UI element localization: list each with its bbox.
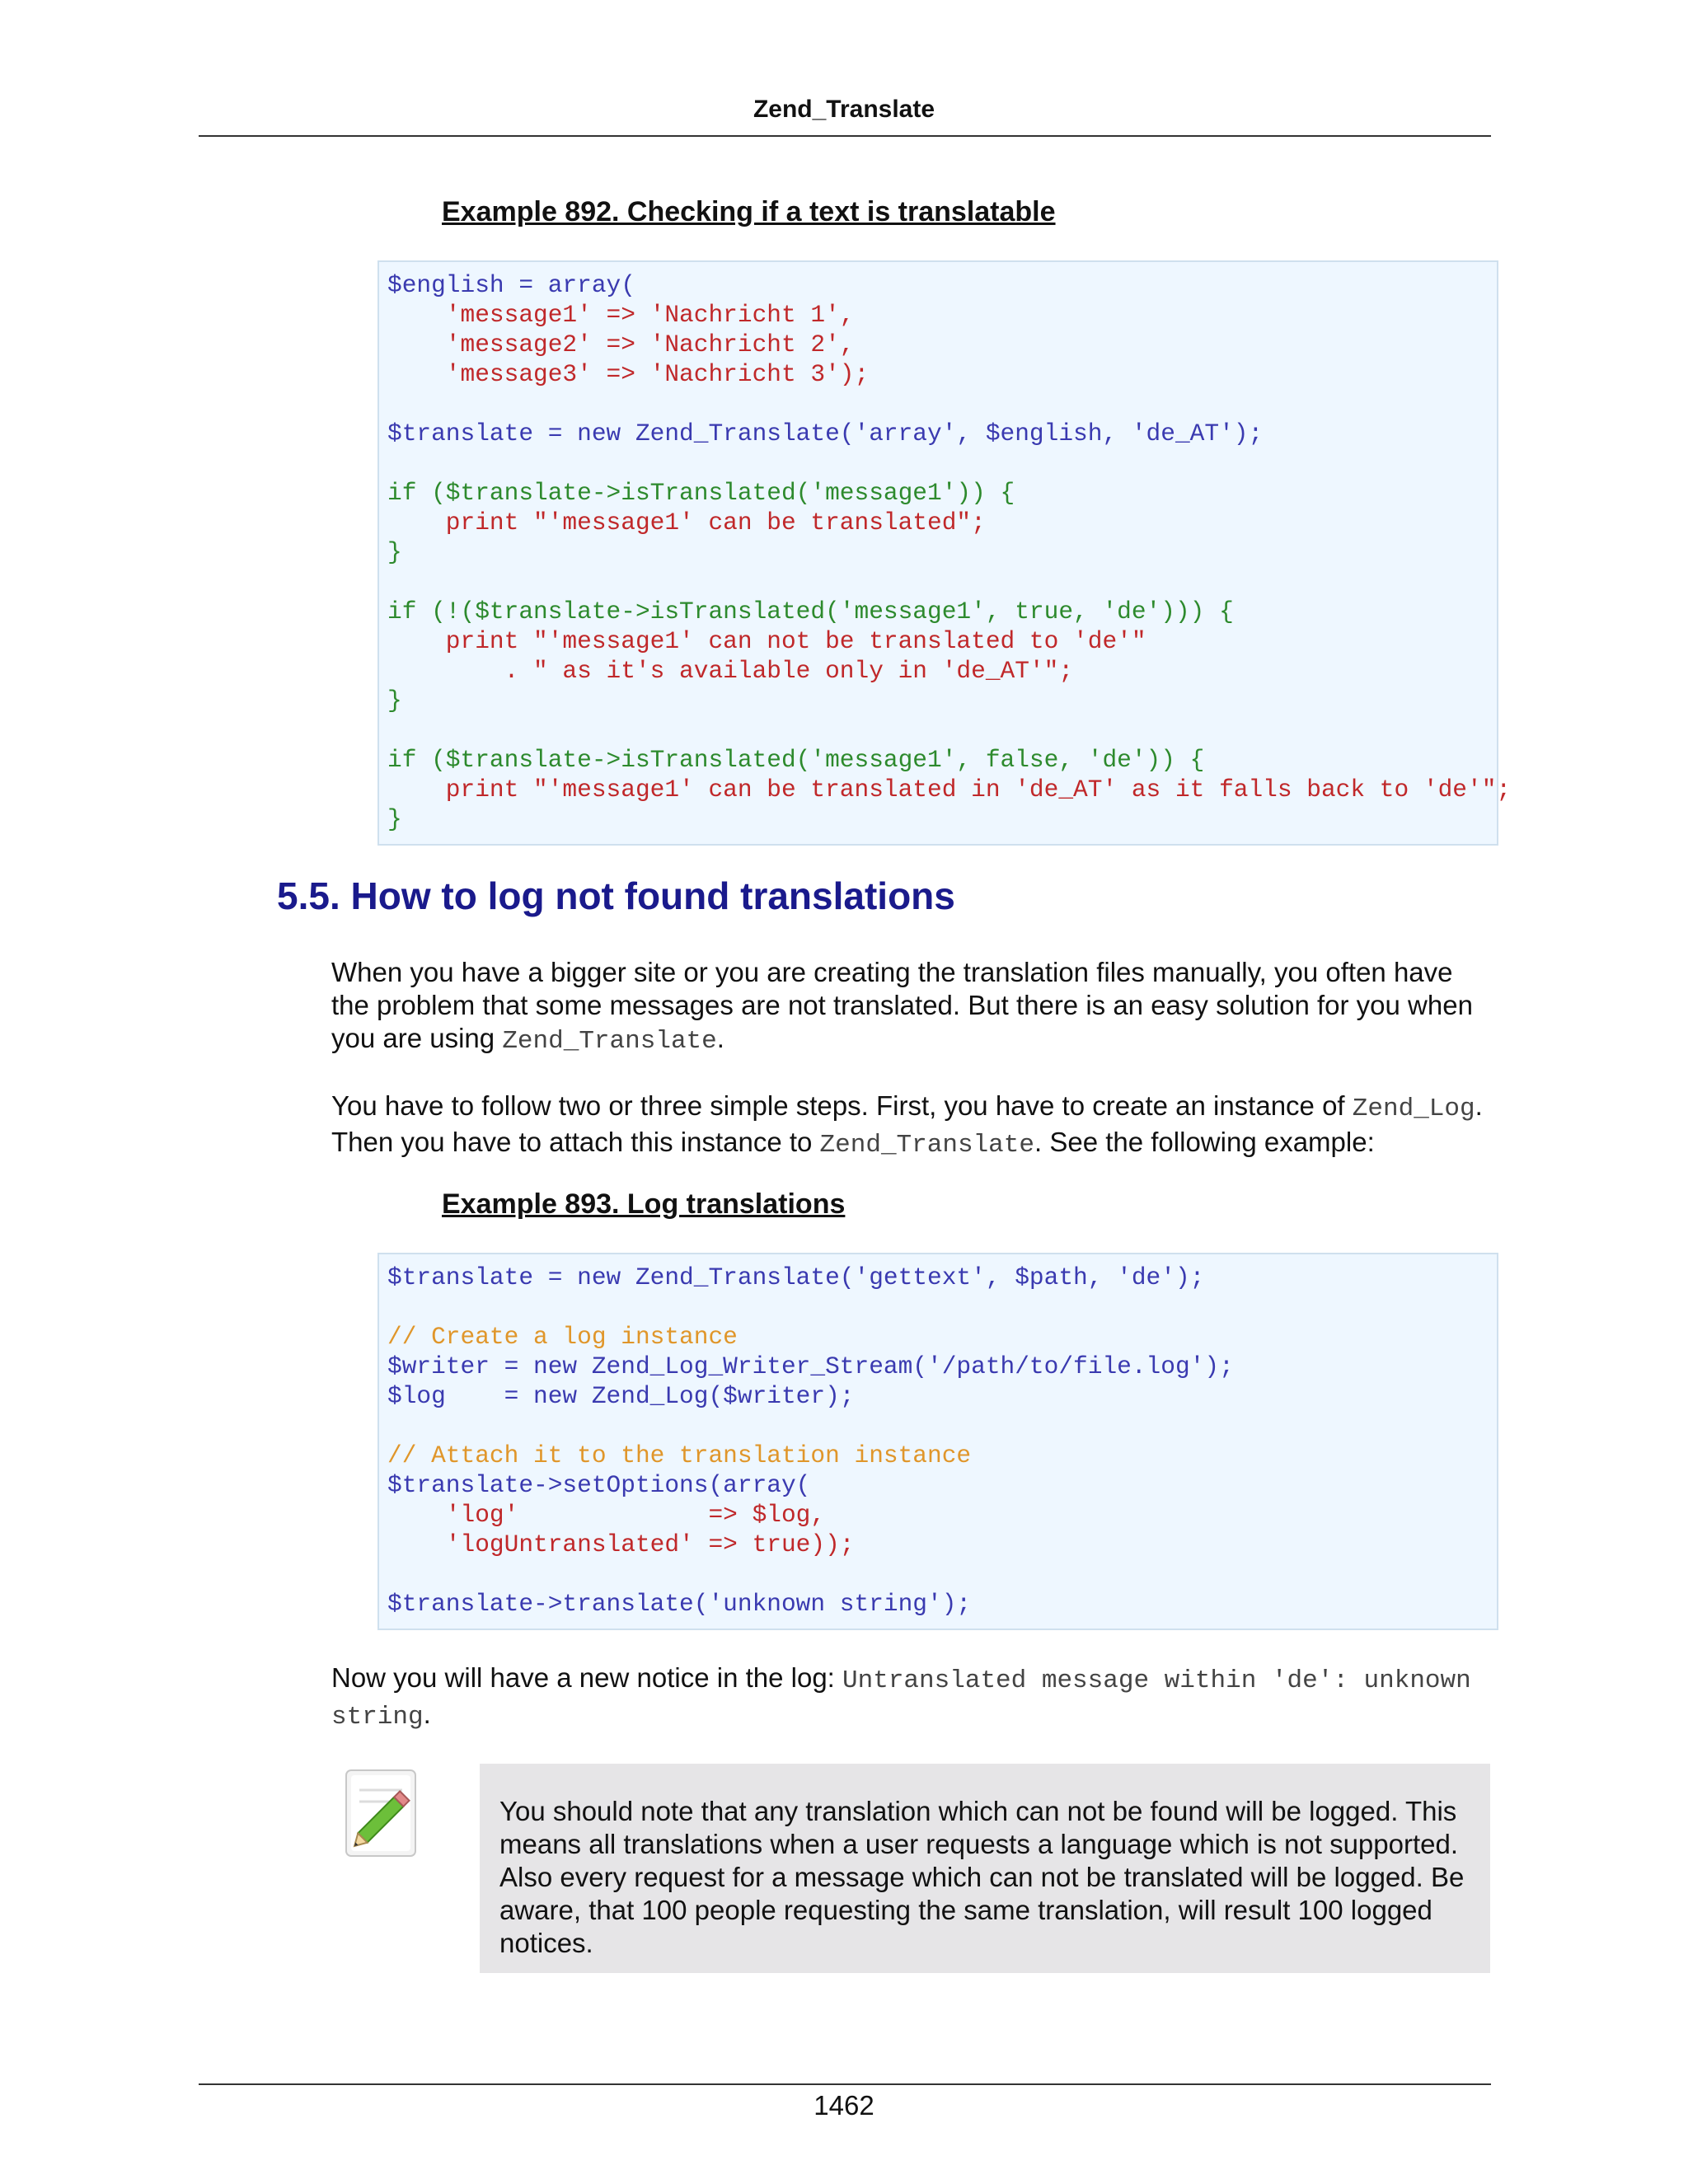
inline-code: Zend_Log [1352, 1094, 1475, 1123]
note-line: You should note that any translation which can not be found will be logged. This [499, 1796, 1457, 1826]
paragraph-line: you are using Zend_Translate. [331, 1023, 724, 1056]
code-line: $log = new Zend_Log($writer); [387, 1382, 855, 1410]
code-line: print "'message1' can not be translated to 'de'" [387, 627, 1146, 655]
paragraph-line: Then you have to attach this instance to Zend_Translate. See the following example: [331, 1127, 1375, 1160]
header-rule [199, 135, 1491, 137]
section-heading: 5.5. How to log not found translations [277, 874, 955, 917]
inline-code: string [331, 1703, 424, 1732]
code-line: $translate = new Zend_Translate('array', $english, 'de_AT'); [387, 419, 1264, 448]
code-line: $writer = new Zend_Log_Writer_Stream('/path/to/file.log'); [387, 1352, 1234, 1380]
paragraph-line: Now you will have a new notice in the log: Untranslated message within 'de': unknown [331, 1662, 1471, 1695]
inline-code: Zend_Translate [819, 1131, 1034, 1160]
code-line: print "'message1' can be translated"; [387, 509, 986, 537]
note-box [480, 1764, 1490, 1973]
code-line: } [387, 687, 402, 715]
paragraph-line: the problem that some messages are not translated. But there is an easy solution for you when [331, 990, 1473, 1020]
code-line: // Attach it to the translation instance [387, 1441, 972, 1469]
code-line: } [387, 805, 402, 833]
code-line: 'logUntranslated' => true)); [387, 1530, 855, 1558]
code-line: $english = array( [387, 271, 635, 299]
example-893-code-block [377, 1253, 1498, 1630]
page-header-title: Zend_Translate [753, 96, 935, 123]
note-line: means all translations when a user requests a language which is not supported. [499, 1829, 1459, 1859]
note-line: aware, that 100 people requesting the same translation, will result 100 logged [499, 1895, 1432, 1925]
footer-rule [199, 2083, 1491, 2085]
code-line: if ($translate->isTranslated('message1', false, 'de')) { [387, 746, 1205, 774]
paragraph-steps [331, 1090, 1490, 1162]
example-892-title: Example 892. Checking if a text is translatable [442, 196, 1056, 227]
note-line: Also every request for a message which can not be translated will be logged. Be [499, 1862, 1465, 1892]
note-text [499, 1795, 1472, 1960]
code-line: . " as it's available only in 'de_AT'"; [387, 657, 1074, 685]
code-line: $translate->setOptions(array( [387, 1471, 811, 1499]
code-line: $translate->translate('unknown string'); [387, 1590, 972, 1618]
code-line: print "'message1' can be translated in 'de_AT' as it falls back to 'de'"; [387, 776, 1512, 804]
example-892-code-block [377, 260, 1512, 846]
pencil-note-icon [338, 1765, 427, 1864]
inline-code: Zend_Translate [502, 1027, 717, 1056]
note-line: notices. [499, 1928, 593, 1958]
paragraph-line: string. [331, 1699, 431, 1732]
code-line: // Create a log instance [387, 1323, 738, 1351]
paragraph-intro [331, 956, 1490, 1058]
paragraph-line: You have to follow two or three simple steps. First, you have to create an instance of Zend_Log. [331, 1090, 1483, 1123]
paragraph-log-notice [331, 1661, 1490, 1734]
code-line: if ($translate->isTranslated('message1')) { [387, 479, 1015, 507]
code-line: if (!($translate->isTranslated('message1', true, 'de'))) { [387, 598, 1234, 626]
example-893-title: Example 893. Log translations [442, 1188, 846, 1220]
page-number: 1462 [814, 2090, 874, 2121]
code-line: $translate = new Zend_Translate('gettext', $path, 'de'); [387, 1263, 1205, 1291]
inline-code: Untranslated message within 'de': unknown [842, 1666, 1471, 1695]
code-line: 'message1' => 'Nachricht 1', [387, 301, 855, 329]
code-line: } [387, 538, 402, 566]
code-line: 'message2' => 'Nachricht 2', [387, 330, 855, 359]
paragraph-line: When you have a bigger site or you are creating the translation files manually, you often have [331, 957, 1453, 987]
code-line: 'log' => $log, [387, 1501, 826, 1529]
code-line: 'message3' => 'Nachricht 3'); [387, 360, 870, 388]
